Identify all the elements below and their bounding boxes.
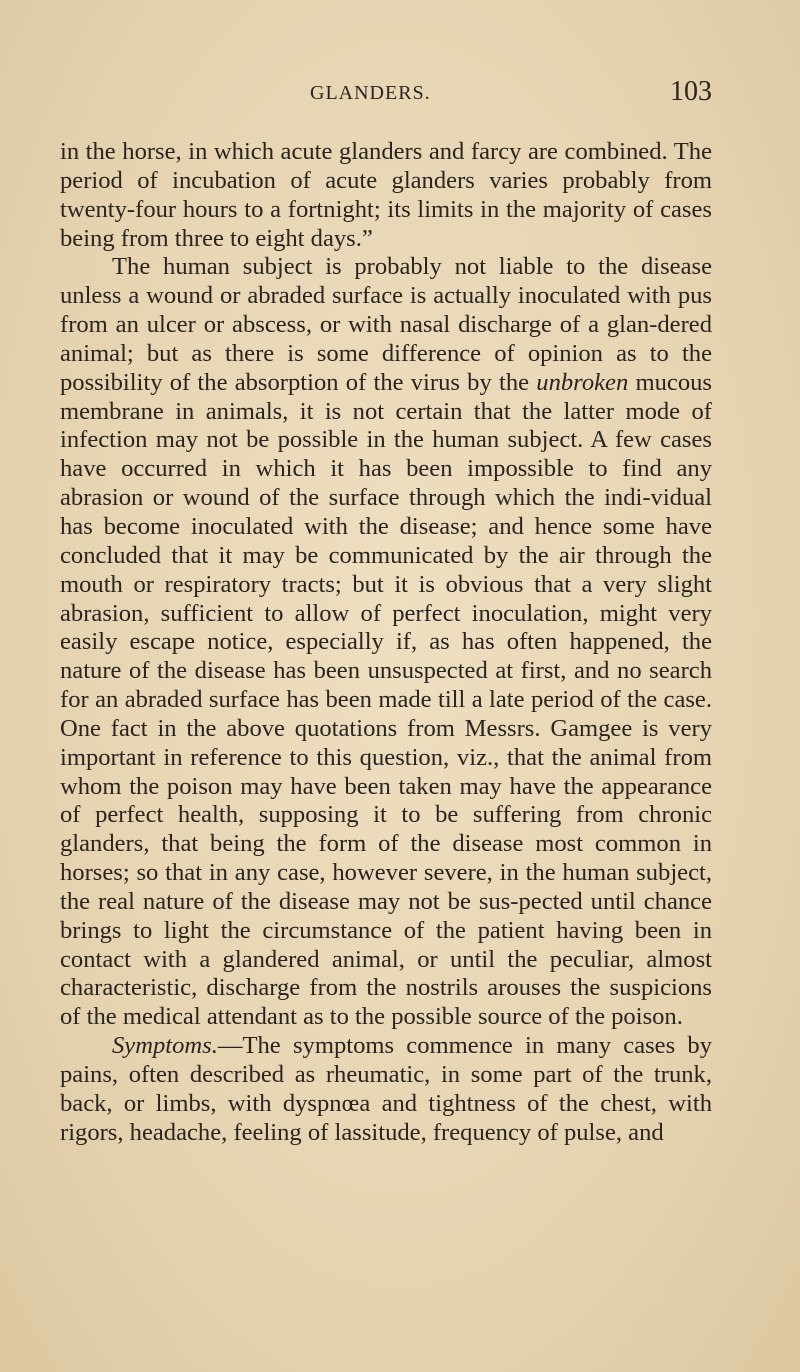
running-title: GLANDERS. xyxy=(310,82,431,104)
paragraph-text-part: The human subject is probably not liable to the disease unless a wound or abraded surface is actually inoculated with pus from an ulcer or abscess, or with nasal discharge of a glan-dered animal; but as there is some difference of opinion as to the possibility of the absorption of the virus by the xyxy=(60,253,712,396)
paragraph-symptoms xyxy=(60,1032,712,1147)
paragraph-text-part: mucous membrane in animals, it is not certain that the latter mode of infection may not be possible in the human subject. A few cases have occurred in which it has been impossible to find any abrasion or wound of the surface through which the indi-vidual has become inoculated with the disease; and hence some have concluded that it may be communicated by the air through the mouth or respiratory tracts; but it is obvious that a very slight abrasion, sufficient to allow of perfect inoculation, might very easily escape notice, especially if, as has often happened, the nature of the disease has been unsuspected at first, and no search for an abraded surface has been made till a late period of the case. One fact in the above quotations from Messrs. Gamgee is very important in reference to this question, viz., that the animal from whom the poison may have been taken may have the appearance of perfect health, supposing it to be suffering from chronic glanders, that being the form of the disease most common in horses; so that in any case, however severe, in the human subject, the real nature of the disease may not be sus-pected until chance brings to light the circumstance of the patient having been in contact with a glandered animal, or until the peculiar, almost characteristic, discharge from the nostrils arouses the suspicions of the medical attendant as to the possible source of the poison. xyxy=(60,368,713,1031)
body-text xyxy=(60,138,712,1148)
running-head xyxy=(60,76,712,116)
paragraph-human-subject xyxy=(60,253,712,1032)
paragraph-text-part: —The symptoms commence in many cases by pains, often described as rheumatic, in some part of the trunk, back, or limbs, with dyspnœa and tightness of the chest, with rigors, headache, feeling of lassitude, frequency of pulse, and xyxy=(60,1032,712,1146)
paragraph-continuation xyxy=(60,138,712,253)
paragraph-text: in the horse, in which acute glanders and farcy are combined. The period of incubation of acute glanders varies probably from twenty-four hours to a fortnight; its limits in the majority of cases being from three to eight days.” xyxy=(60,138,712,252)
emphasis-unbroken: unbroken xyxy=(536,368,629,396)
page-number: 103 xyxy=(670,76,712,107)
section-heading-symptoms: Symptoms. xyxy=(112,1032,218,1060)
